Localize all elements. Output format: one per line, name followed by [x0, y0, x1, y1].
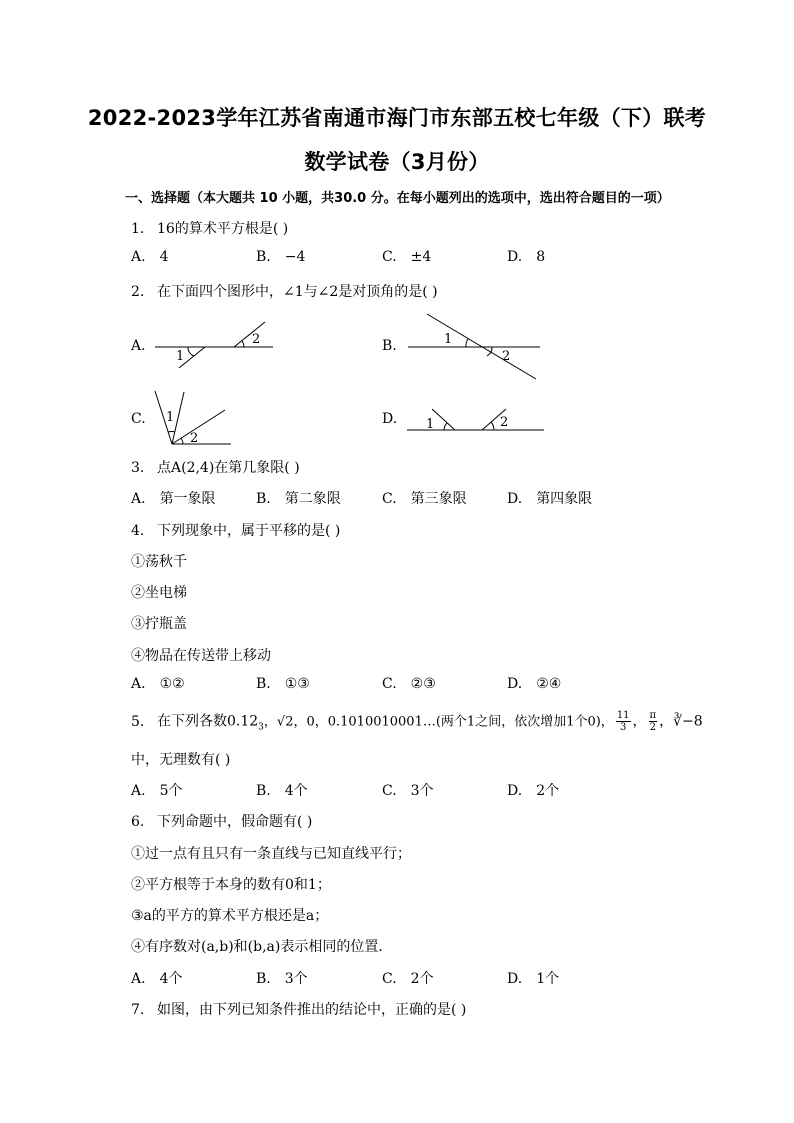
angle-1-label: 1	[176, 349, 185, 364]
angle-1-arc	[444, 423, 447, 430]
question-text: 点A(2,4)在第几象限( )	[157, 460, 300, 476]
q4-item-3: ③拧瓶盖	[131, 616, 187, 632]
question-text: 在下面四个图形中，∠1与∠2是对顶角的是( )	[157, 284, 438, 300]
question-number: 4.	[131, 523, 145, 539]
question-text: 下列现象中，属于平移的是( )	[157, 523, 341, 539]
option-a[interactable]: A. 5个	[131, 783, 183, 799]
option-b[interactable]: B. −4	[256, 249, 306, 265]
angle-1-arc	[168, 431, 175, 432]
option-d[interactable]: D. 8	[507, 249, 546, 265]
option-d[interactable]: D. 1个	[507, 971, 560, 987]
question-text-cont: ，√2，0，0.1010010001…(两个1之间，依次增加1个0)，	[263, 714, 614, 730]
question-number: 2.	[131, 284, 145, 300]
q6-item-3: ③a的平方的算术平方根还是a；	[131, 908, 329, 924]
angle-2-arc	[181, 438, 183, 444]
question-3	[131, 457, 300, 477]
question-number: 3.	[131, 460, 145, 476]
angle-2-label: 2	[500, 415, 509, 430]
figure-b	[408, 314, 540, 379]
option-c[interactable]: C. 2个	[382, 971, 434, 987]
question-number: 5.	[131, 713, 145, 730]
figure-b-label[interactable]: B.	[382, 338, 397, 354]
question-5-line-2: 中，无理数有( )	[131, 752, 231, 768]
question-text: 16的算术平方根是( )	[157, 221, 289, 237]
option-d[interactable]: D. 第四象限	[507, 491, 593, 507]
q6-item-2: ②平方根等于本身的数有0和1；	[131, 877, 331, 893]
question-number: 1.	[131, 221, 145, 237]
option-c[interactable]: C. 3个	[382, 783, 434, 799]
option-a[interactable]: A. 第一象限	[131, 491, 216, 507]
question-6	[131, 811, 312, 831]
option-d[interactable]: D. ②④	[507, 676, 562, 692]
question-text: 在下列各数0.12	[157, 713, 259, 730]
question-5: 5. 在下列各数$0.12_3$，√2，0，0.1010010001…(两个1之间，依次增加1个0)， $\frac{11}{3}$ ， $\frac{\pi}{2}$ ，∛−8	[131, 710, 703, 733]
angle-1-label: 1	[166, 410, 175, 425]
question-text: 下列命题中，假命题有( )	[157, 814, 313, 830]
title-line-2: 数学试卷（3月份）	[304, 150, 490, 174]
option-d[interactable]: D. 2个	[507, 783, 560, 799]
fraction-pi-2: $\frac{\pi}{2}$	[649, 710, 657, 733]
angle-2-label: 2	[502, 349, 511, 364]
title-line-1: 2022-2023学年江苏省南通市海门市东部五校七年级（下）联考	[87, 106, 707, 130]
option-b[interactable]: B. 4个	[256, 783, 308, 799]
option-a[interactable]: A. 4个	[131, 971, 183, 987]
question-number: 7.	[131, 1002, 145, 1018]
option-c[interactable]: C. 第三象限	[382, 491, 467, 507]
question-number: 6.	[131, 814, 145, 830]
option-b[interactable]: B. ①③	[256, 676, 310, 692]
q4-item-4: ④物品在传送带上移动	[131, 648, 271, 664]
option-a[interactable]: A. ①②	[131, 676, 185, 692]
angle-2-label: 2	[190, 431, 199, 446]
question-4	[131, 520, 340, 540]
option-a[interactable]: A. 4	[131, 249, 169, 265]
q6-item-1: ①过一点有且只有一条直线与已知直线平行；	[131, 846, 411, 862]
q4-item-1: ①荡秋千	[131, 554, 187, 570]
repeating-digit: 3	[258, 722, 264, 733]
option-c[interactable]: C. ②③	[382, 676, 436, 692]
angle-1-label: 1	[444, 332, 453, 347]
angle-2-arc	[242, 341, 244, 347]
option-c[interactable]: C. ±4	[382, 249, 432, 265]
angle-1-arc	[188, 347, 194, 356]
fraction-11-3: $\frac{11}{3}$	[616, 710, 630, 733]
option-b[interactable]: B. 第二象限	[256, 491, 341, 507]
option-b[interactable]: B. 3个	[256, 971, 308, 987]
q6-item-4: ④有序数对(a,b)和(b,a)表示相同的位置．	[131, 939, 393, 955]
angle-figures	[0, 0, 794, 460]
section-heading: 一、选择题（本大题共 10 小题，共30.0 分。在每小题列出的选项中，选出符合题目的一项）	[125, 191, 670, 206]
figure-a-label[interactable]: A.	[131, 338, 146, 354]
angle-1-label: 1	[426, 417, 435, 432]
figure-d-label[interactable]: D.	[382, 411, 398, 427]
q4-item-2: ②坐电梯	[131, 585, 187, 601]
figure-c-label[interactable]: C.	[131, 411, 146, 427]
angle-1-arc	[466, 339, 468, 347]
question-text: 如图，由下列已知条件推出的结论中，正确的是( )	[157, 1002, 467, 1018]
cube-root: ∛−8	[673, 713, 703, 730]
question-7	[131, 999, 466, 1019]
angle-2-arc	[491, 422, 494, 430]
angle-2-label: 2	[252, 332, 261, 347]
